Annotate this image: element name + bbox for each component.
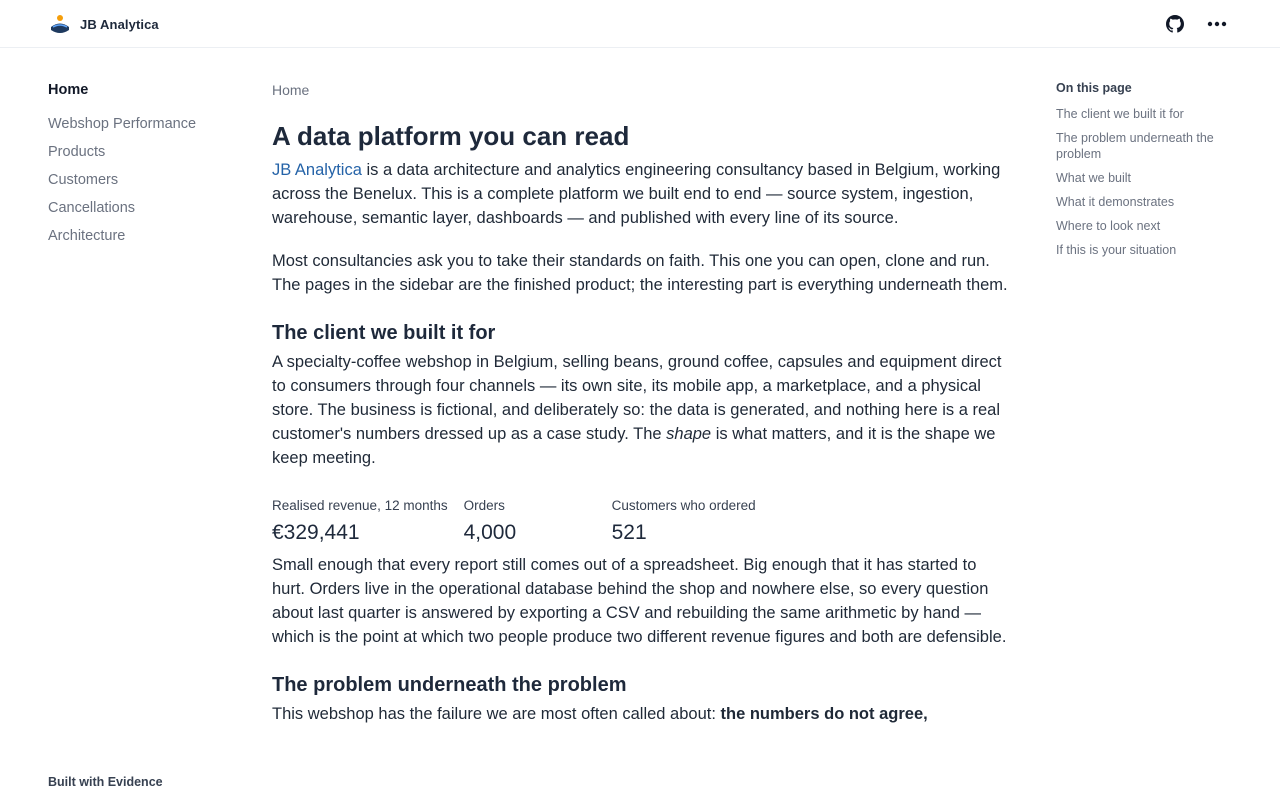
sidebar-item-home[interactable]: Home: [48, 82, 89, 98]
toc-item-problem[interactable]: The problem underneath the problem: [1056, 131, 1214, 161]
client-text-before: A specialty-coffee webshop in Belgium, selling beans, ground coffee, capsules and equipment direct to consumers through four channels — its own site, its mobile app, a marketplace, and a physical store. The business is fictional, and deliberately so: the data is generated, and nothing here is a real customer's numbers dressed up as a case study. The: [272, 353, 1002, 443]
kpi-value: 4,000: [463, 521, 517, 544]
section-heading-client: The client we built it for: [272, 322, 496, 344]
breadcrumb[interactable]: Home: [272, 82, 310, 98]
more-icon: [1207, 21, 1227, 27]
kpi-label: Realised revenue, 12 months: [272, 498, 448, 513]
top-bar: [0, 0, 1280, 48]
toc-item-what-we-built[interactable]: What we built: [1056, 171, 1132, 185]
jb-analytica-link[interactable]: JB Analytica: [272, 161, 362, 179]
problem-text-before: This webshop has the failure we are most often called about:: [272, 705, 721, 723]
toc-item-client[interactable]: The client we built it for: [1056, 107, 1184, 121]
kpi-row: [272, 495, 1012, 549]
problem-paragraph: [272, 702, 1012, 726]
github-button[interactable]: [1164, 13, 1186, 35]
brand-link[interactable]: [48, 12, 159, 36]
standards-paragraph: Most consultancies ask you to take their standards on faith. This one you can open, clone and run. The pages in the sidebar are the finished product; the interesting part is everything underneath them.: [272, 252, 1008, 294]
sidebar-item-customers[interactable]: Customers: [48, 172, 119, 188]
toc-title: On this page: [1056, 81, 1132, 95]
brand-name: JB Analytica: [80, 16, 159, 32]
kpi-value: 521: [611, 521, 647, 544]
client-paragraph: [272, 350, 1012, 470]
intro-text: is a data architecture and analytics engineering consultancy based in Belgium, working across the Benelux. This is a complete platform we built end to end — source system, ingestion, warehouse, semantic layer, dashboards — and published with every line of its source.: [272, 161, 1001, 227]
kpi-label: Customers who ordered: [611, 498, 756, 513]
toc-item-demonstrates[interactable]: What it demonstrates: [1056, 195, 1175, 209]
problem-strong: the numbers do not agree,: [720, 705, 928, 723]
main-content: [272, 78, 1012, 726]
kpi-orders: [464, 495, 596, 549]
more-menu-button[interactable]: [1206, 13, 1228, 35]
client-emphasis: shape: [666, 425, 712, 443]
page-title: A data platform you can read: [272, 121, 630, 151]
kpi-revenue: [272, 495, 448, 549]
section-heading-problem: The problem underneath the problem: [272, 674, 627, 696]
built-with-evidence-link[interactable]: Built with Evidence: [48, 775, 163, 789]
sidebar-item-webshop-performance[interactable]: Webshop Performance: [48, 116, 197, 132]
kpi-label: Orders: [463, 498, 505, 513]
client-text-after: is what matters, and it is the shape we keep meeting.: [272, 425, 996, 467]
logo-icon: [48, 12, 72, 36]
github-icon: [1166, 15, 1184, 33]
spreadsheet-paragraph: Small enough that every report still comes out of a spreadsheet. Big enough that it has started to hurt. Orders live in the operational database behind the shop and nowhere else, so every question about last quarter is answered by exporting a CSV and rebuilding the same arithmetic by hand — which is the point at which two people produce two different revenue figures and both are defensible.: [272, 556, 1007, 646]
toc-item-where-next[interactable]: Where to look next: [1056, 219, 1161, 233]
on-this-page: [1056, 78, 1226, 266]
sidebar-nav: [48, 78, 238, 250]
intro-paragraph: [272, 158, 1012, 230]
kpi-value: €329,441: [272, 521, 360, 544]
sidebar-item-cancellations[interactable]: Cancellations: [48, 200, 136, 216]
toc-item-your-situation[interactable]: If this is your situation: [1056, 243, 1177, 257]
kpi-customers: [612, 495, 756, 549]
sidebar-item-architecture[interactable]: Architecture: [48, 228, 126, 244]
sidebar-item-products[interactable]: Products: [48, 144, 106, 160]
